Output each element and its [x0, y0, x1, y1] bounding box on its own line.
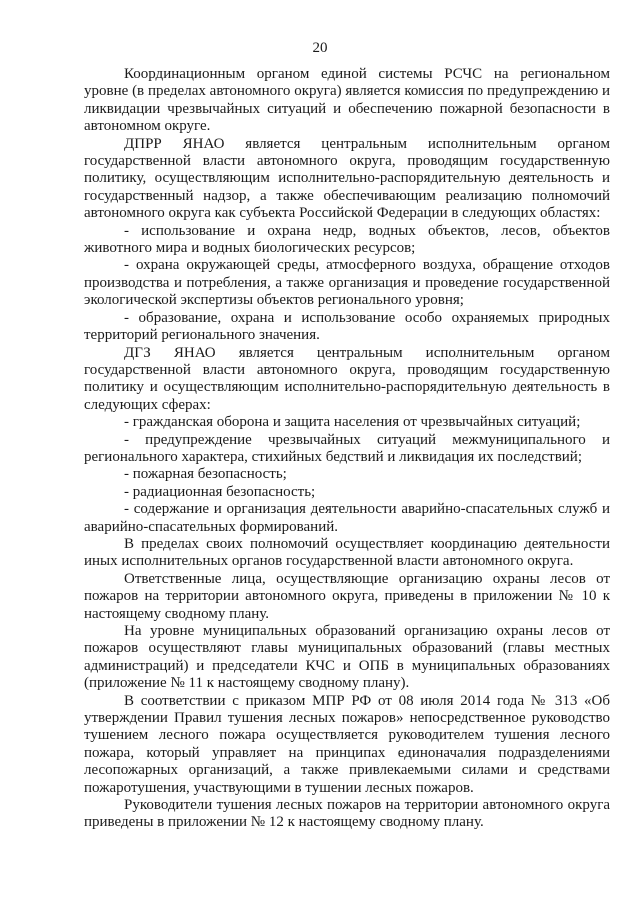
- list-item-environment: - охрана окружающей среды, атмосферного воздуха, обращение отходов производства и потребления, а также организация и проведение государственной экологической экспертизы объектов регионального уровня;: [84, 257, 610, 309]
- list-item-rescue-services: - содержание и организация деятельности аварийно-спасательных служб и аварийно-спасательных формирований.: [84, 501, 610, 535]
- paragraph-fire-managers: Руководители тушения лесных пожаров на территории автономного округа приведены в приложении № 12 к настоящему сводному плану.: [84, 797, 610, 831]
- paragraph-coordination: В пределах своих полномочий осуществляет координацию деятельности иных исполнительных органов государственной власти автономного округа.: [84, 535, 610, 570]
- paragraph-mpr-order: В соответствии с приказом МПР РФ от 08 июля 2014 года № 313 «Об утверждении Правил тушения лесных пожаров» непосредственное руководство тушением лесного пожара осуществляется руководителем тушения лесного пожара, который управляет на принципах единоначалия подразделениями лесопожарных организаций, а также привлекаемыми силами и средствами пожаротушения, участвующими в тушении лесных пожаров.: [84, 692, 610, 796]
- paragraph-municipal-level: На уровне муниципальных образований организацию охраны лесов от пожаров осуществляют главы муниципальных образований (главы местных администраций) и председатели КЧС и ОПБ в муниципальных образованиях (приложение № 11 к настоящему сводному плану).: [84, 623, 610, 692]
- list-item-nedra: - использование и охрана недр, водных объектов, лесов, объектов животного мира и водных биологических ресурсов;: [84, 222, 610, 257]
- list-item-protected-areas: - образование, охрана и использование особо охраняемых природных территорий регионального значения.: [84, 309, 610, 344]
- page-body: [84, 66, 610, 832]
- list-item-fire-safety: - пожарная безопасность;: [124, 466, 287, 483]
- paragraph-responsible-persons: Ответственные лица, осуществляющие организацию охраны лесов от пожаров на территории автономного округа, приведены в приложении № 10 к настоящему сводному плану.: [84, 570, 610, 622]
- list-item-radiation-safety: - радиационная безопасность;: [124, 483, 316, 500]
- page-number: 20: [312, 40, 328, 56]
- paragraph-dprr: ДПРР ЯНАО является центральным исполнительным органом государственной власти автономного округа, проводящим государственную политику, осуществляющим исполнительно-распорядительную деятельность и государственный надзор, а также обеспечивающим реализацию полномочий автономного округа как субъекта Российской Федерации в следующих областях:: [84, 135, 610, 222]
- list-item-civil-defense: - гражданская оборона и защита населения от чрезвычайных ситуаций;: [124, 414, 581, 431]
- paragraph-dgz: ДГЗ ЯНАО является центральным исполнительным органом государственной власти автономного округа, проводящим государственную политику и осуществляющим исполнительно-распорядительную деятельность в следующих сферах:: [84, 344, 610, 413]
- paragraph-rschs-commission: Координационным органом единой системы РСЧС на региональном уровне (в пределах автономного округа) является комиссия по предупреждению и ликвидации чрезвычайных ситуаций и обеспечению пожарной безопасности в автономном округе.: [84, 66, 610, 135]
- list-item-emergency-prevention: - предупреждение чрезвычайных ситуаций межмуниципального и регионального характера, стихийных бедствий и ликвидация их последствий;: [84, 431, 610, 465]
